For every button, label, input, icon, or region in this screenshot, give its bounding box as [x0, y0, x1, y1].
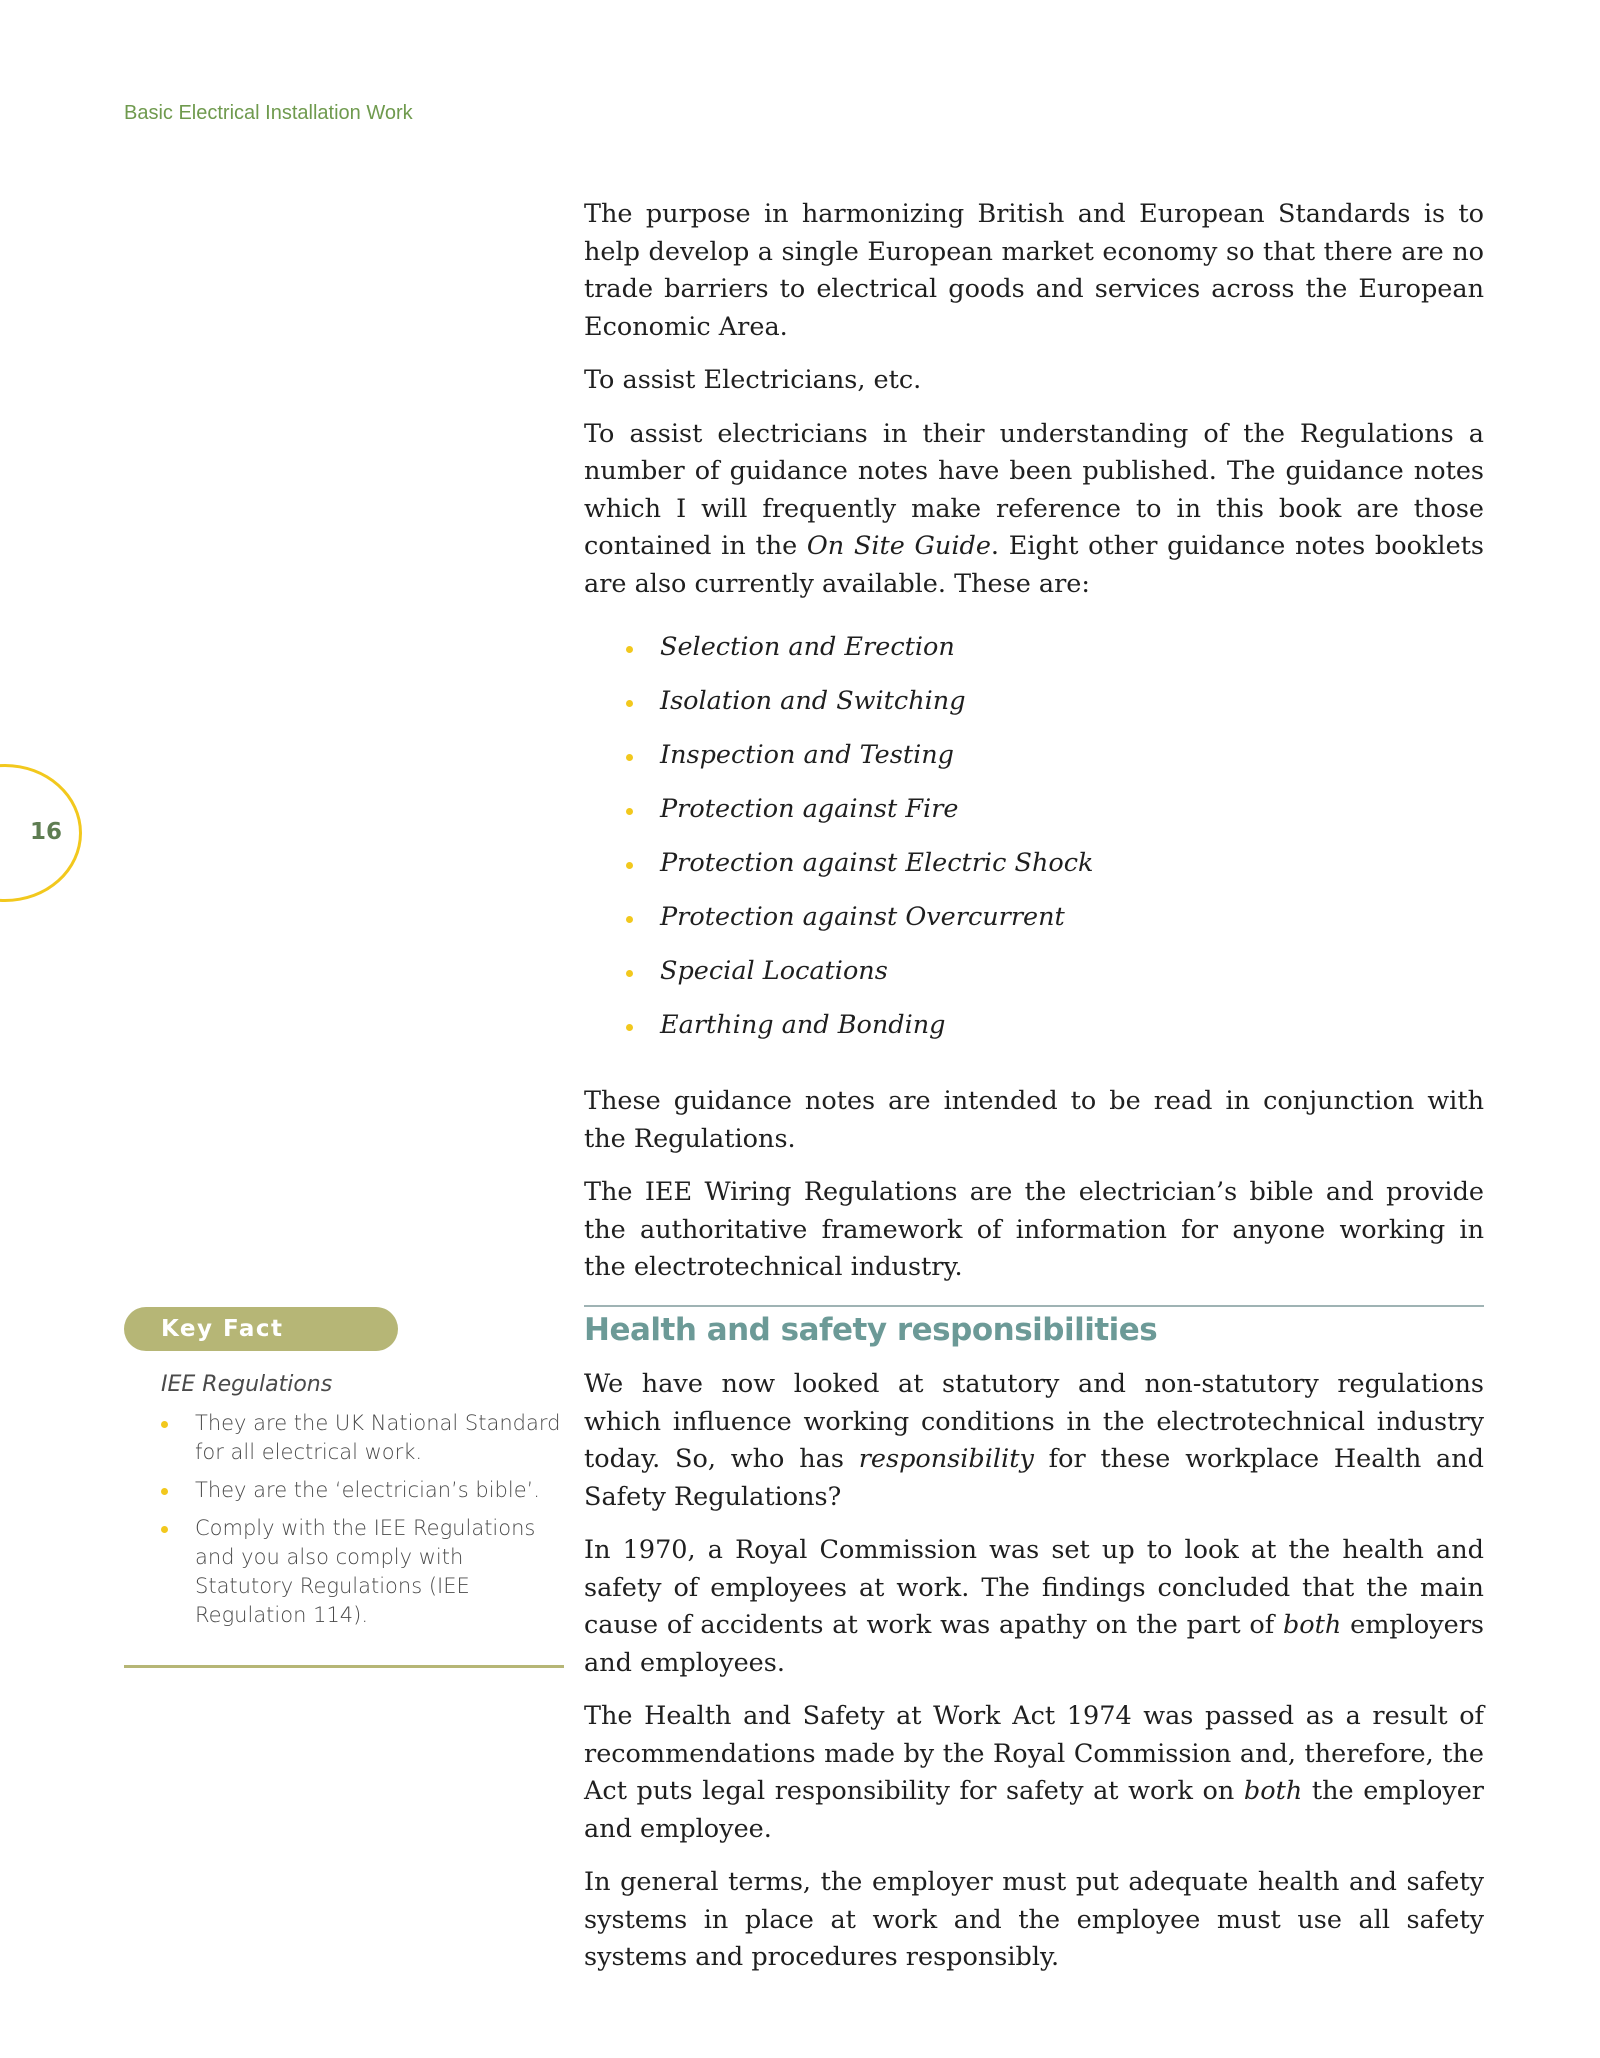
page-number: 16 — [30, 819, 63, 845]
list-item: Comply with the IEE Regulations and you also comply with Statutory Regulations (IEE Regulation 114). — [124, 1514, 564, 1630]
bullet-icon — [161, 1526, 168, 1533]
key-fact-label: Key Fact — [124, 1307, 398, 1351]
paragraph-harmonizing: The purpose in harmonizing British and European Standards is to help develop a single European market economy so that there are no trade barriers to electrical goods and services across the European Economic Area. — [584, 199, 1484, 342]
list-item: Protection against Overcurrent — [584, 899, 1484, 953]
paragraph-subhead: To assist Electricians, etc. — [584, 365, 922, 395]
section-heading: Health and safety responsibilities — [584, 1312, 1158, 1348]
paragraph-general-terms: In general terms, the employer must put adequate health and safety systems in place at work and the employee must use all safety systems and procedures responsibly. — [584, 1867, 1484, 1972]
bullet-icon — [626, 646, 633, 653]
section-divider — [584, 1305, 1484, 1307]
bullet-icon — [161, 1421, 168, 1428]
running-header: Basic Electrical Installation Work — [124, 102, 413, 124]
list-item: Isolation and Switching — [584, 683, 1484, 737]
on-site-guide-title: On Site Guide — [806, 531, 991, 561]
paragraph-conjunction: These guidance notes are intended to be read in conjunction with the Regulations. — [584, 1086, 1484, 1154]
paragraph-bible: The IEE Wiring Regulations are the electrician’s bible and provide the authoritative framework of information for anyone working in the electrotechnical industry. — [584, 1177, 1484, 1282]
list-item: Protection against Electric Shock — [584, 845, 1484, 899]
paragraph-guidance-intro: To assist electricians in their understanding of the Regulations a number of guidance notes have been published. The guidance notes which I will frequently make reference to in this book are those contained in the On Site Guide. Eight other guidance notes booklets are also currently available. These are: — [584, 418, 1484, 599]
key-fact-list — [124, 1409, 564, 1630]
main-text-bottom — [584, 1366, 1484, 1993]
list-item: Inspection and Testing — [584, 737, 1484, 791]
bullet-icon — [626, 916, 633, 923]
paragraph-hasawa: The Health and Safety at Work Act 1974 was passed as a result of recommendations made by the Royal Commission and, therefore, the Act puts legal responsibility for safety at work on both the employer and employee. — [584, 1701, 1484, 1844]
list-item: They are the ‘electrician’s bible’. — [124, 1476, 564, 1505]
paragraph-responsibility: We have now looked at statutory and non-statutory regulations which influence working conditions in the electrotechnical industry today. So, who has responsibility for these workplace Health and Safety Regulations? — [584, 1369, 1484, 1512]
guidance-notes-list — [584, 629, 1484, 1061]
bullet-icon — [626, 1024, 633, 1031]
list-item: Protection against Fire — [584, 791, 1484, 845]
bullet-icon — [626, 862, 633, 869]
list-item: Special Locations — [584, 953, 1484, 1007]
list-item: Earthing and Bonding — [584, 1007, 1484, 1061]
key-fact-title: IEE Regulations — [161, 1372, 333, 1397]
bullet-icon — [161, 1488, 168, 1495]
list-item: They are the UK National Standard for all electrical work. — [124, 1409, 564, 1467]
bullet-icon — [626, 700, 633, 707]
list-item: Selection and Erection — [584, 629, 1484, 683]
bullet-icon — [626, 754, 633, 761]
bullet-icon — [626, 970, 633, 977]
key-fact-divider — [124, 1665, 564, 1668]
paragraph-royal-commission: In 1970, a Royal Commission was set up to look at the health and safety of employees at work. The findings concluded that the main cause of accidents at work was apathy on the part of both employers and employees. — [584, 1535, 1484, 1678]
key-fact-box — [124, 1372, 564, 1639]
main-text-top — [584, 196, 1484, 1303]
bullet-icon — [626, 808, 633, 815]
